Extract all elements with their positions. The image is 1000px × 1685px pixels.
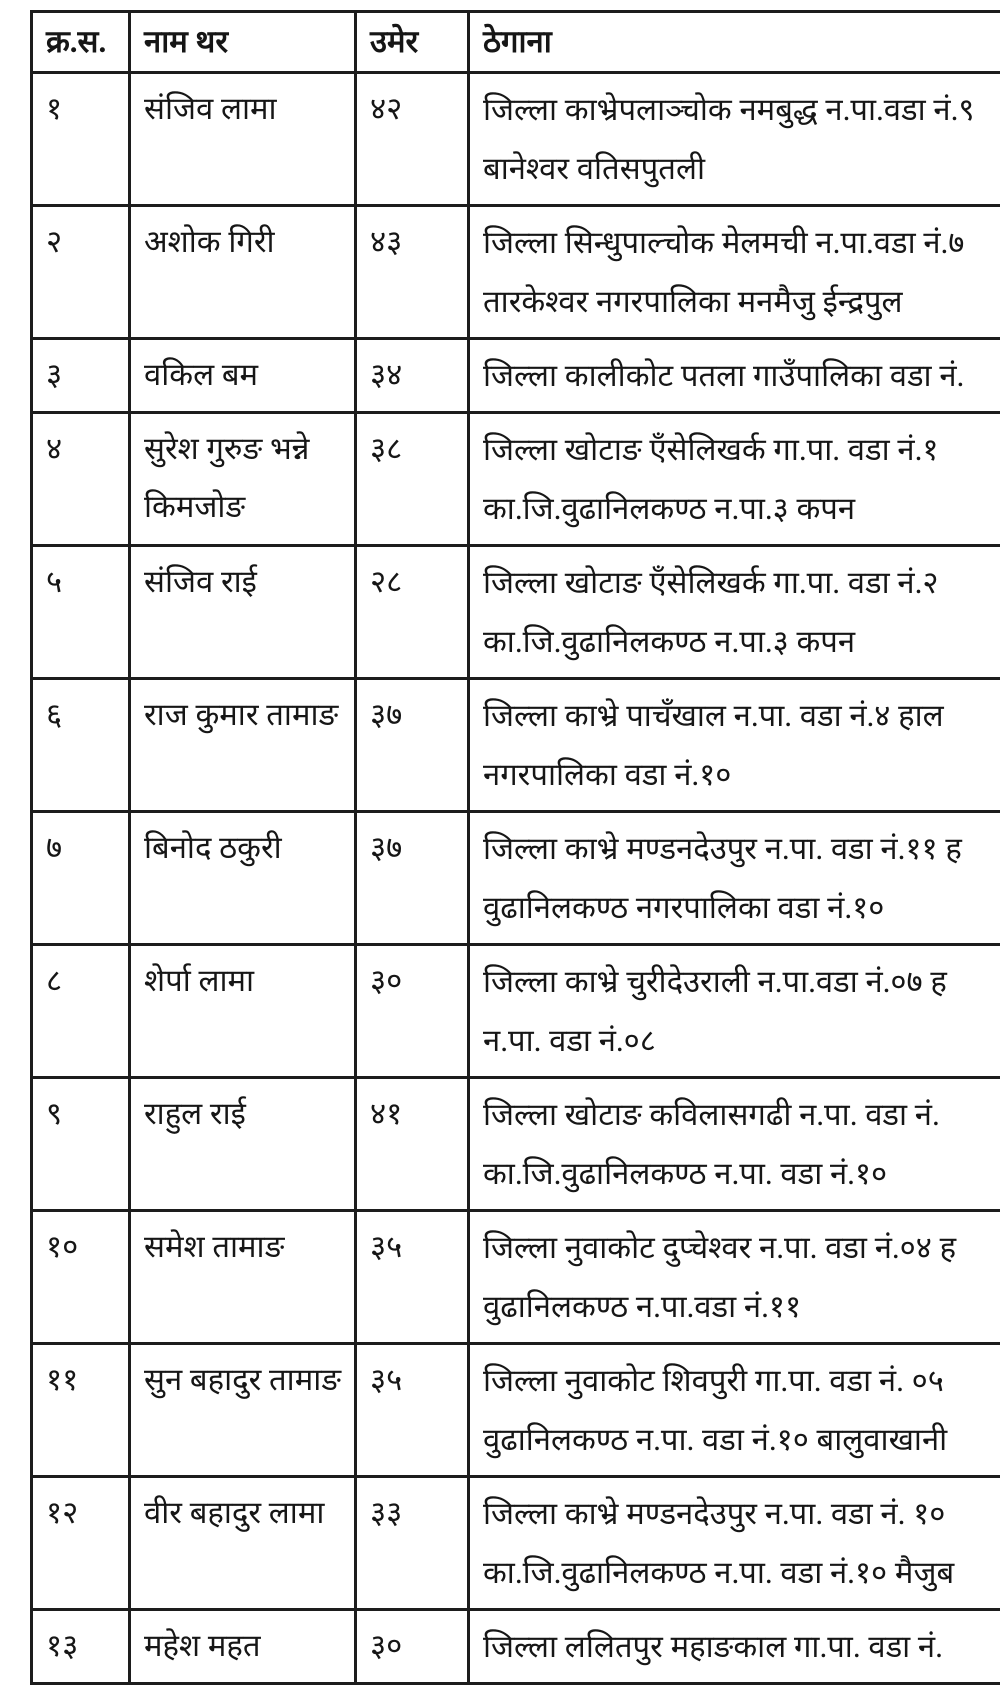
cell-age: ३८ (356, 413, 469, 546)
cell-address (469, 679, 1000, 812)
address-line: जिल्ला खोटाङ कविलासगढी न.पा. वडा नं. (483, 1085, 1000, 1144)
cell-age: ३० (356, 945, 469, 1078)
cell-serial: ४ (32, 413, 130, 546)
cell-address (469, 546, 1000, 679)
address-line: जिल्ला काभ्रे मण्डनदेउपुर न.पा. वडा नं. १० (483, 1484, 1000, 1543)
cell-serial: ११ (32, 1344, 130, 1477)
cell-age: ३३ (356, 1477, 469, 1610)
table-row (32, 206, 1000, 339)
cell-name: सुरेश गुरुङ भन्ने किमजोङ (130, 413, 356, 546)
cell-serial: १ (32, 73, 130, 206)
address-line: जिल्ला कालीकोट पतला गाउँपालिका वडा नं. (483, 346, 1000, 405)
address-line: न.पा. वडा नं.०८ (483, 1011, 1000, 1070)
cell-name: राज कुमार तामाङ (130, 679, 356, 812)
address-line: का.जि.वुढानिलकण्ठ न.पा. वडा नं.१० (483, 1144, 1000, 1203)
table-row (32, 812, 1000, 945)
cell-serial: ३ (32, 339, 130, 413)
cell-address (469, 206, 1000, 339)
cell-age: ३७ (356, 812, 469, 945)
cell-address (469, 413, 1000, 546)
table-header-row (32, 12, 1000, 73)
cell-age: ३० (356, 1610, 469, 1684)
cell-address (469, 812, 1000, 945)
header-age: उमेर (356, 12, 469, 73)
cell-serial: ८ (32, 945, 130, 1078)
cell-serial: ७ (32, 812, 130, 945)
cell-address (469, 945, 1000, 1078)
address-line: नगरपालिका वडा नं.१० (483, 745, 1000, 804)
address-line: जिल्ला नुवाकोट शिवपुरी गा.पा. वडा नं. ०५ (483, 1351, 1000, 1410)
address-line: जिल्ला काभ्रेपलाञ्चोक नमबुद्ध न.पा.वडा नं.९ (483, 80, 1000, 139)
cell-age: ४२ (356, 73, 469, 206)
cell-serial: ५ (32, 546, 130, 679)
address-line: जिल्ला सिन्धुपाल्चोक मेलमची न.पा.वडा नं.७ (483, 213, 1000, 272)
cell-name: राहुल राई (130, 1078, 356, 1211)
table-row (32, 413, 1000, 546)
table-row (32, 945, 1000, 1078)
table-row (32, 1477, 1000, 1610)
cell-age: ३४ (356, 339, 469, 413)
address-line: वुढानिलकण्ठ न.पा. वडा नं.१० बालुवाखानी (483, 1410, 1000, 1469)
address-line: का.जि.वुढानिलकण्ठ न.पा.३ कपन (483, 612, 1000, 671)
address-line: तारकेश्वर नगरपालिका मनमैजु ईन्द्रपुल (483, 272, 1000, 331)
cell-address (469, 1344, 1000, 1477)
table-row (32, 73, 1000, 206)
header-name: नाम थर (130, 12, 356, 73)
cell-age: ३७ (356, 679, 469, 812)
cell-address (469, 1211, 1000, 1344)
cell-name: वकिल बम (130, 339, 356, 413)
address-line: बानेश्वर वतिसपुतली (483, 139, 1000, 198)
cell-serial: १२ (32, 1477, 130, 1610)
cell-age: ३५ (356, 1344, 469, 1477)
cell-serial: १३ (32, 1610, 130, 1684)
table-row (32, 339, 1000, 413)
cell-address (469, 73, 1000, 206)
table-row (32, 1211, 1000, 1344)
cell-age: २८ (356, 546, 469, 679)
cell-name: वीर बहादुर लामा (130, 1477, 356, 1610)
cell-address (469, 1477, 1000, 1610)
header-serial: क्र.स. (32, 12, 130, 73)
table-row (32, 1078, 1000, 1211)
address-line: जिल्ला खोटाङ एँसेलिखर्क गा.पा. वडा नं.१ (483, 420, 1000, 479)
address-line: वुढानिलकण्ठ न.पा.वडा नं.११ (483, 1277, 1000, 1336)
address-line: का.जि.वुढानिलकण्ठ न.पा. वडा नं.१० मैजुब (483, 1543, 1000, 1602)
address-line: जिल्ला खोटाङ एँसेलिखर्क गा.पा. वडा नं.२ (483, 553, 1000, 612)
cell-age: ४१ (356, 1078, 469, 1211)
header-address: ठेगाना (469, 12, 1000, 73)
cell-name: बिनोद ठकुरी (130, 812, 356, 945)
cell-name: शेर्पा लामा (130, 945, 356, 1078)
cell-address (469, 1078, 1000, 1211)
cell-serial: १० (32, 1211, 130, 1344)
address-line: जिल्ला काभ्रे चुरीदेउराली न.पा.वडा नं.०७ ह (483, 952, 1000, 1011)
address-line: जिल्ला काभ्रे पाचँखाल न.पा. वडा नं.४ हाल (483, 686, 1000, 745)
address-line: वुढानिलकण्ठ नगरपालिका वडा नं.१० (483, 878, 1000, 937)
address-line: का.जि.वुढानिलकण्ठ न.पा.३ कपन (483, 479, 1000, 538)
table-row (32, 679, 1000, 812)
cell-name: सुन बहादुर तामाङ (130, 1344, 356, 1477)
table-row (32, 1344, 1000, 1477)
cell-address (469, 1610, 1000, 1684)
cell-name: अशोक गिरी (130, 206, 356, 339)
address-line: जिल्ला काभ्रे मण्डनदेउपुर न.पा. वडा नं.११ ह (483, 819, 1000, 878)
cell-age: ४३ (356, 206, 469, 339)
cell-address (469, 339, 1000, 413)
cell-name: महेश महत (130, 1610, 356, 1684)
cell-age: ३५ (356, 1211, 469, 1344)
cell-serial: ६ (32, 679, 130, 812)
address-line: जिल्ला नुवाकोट दुप्चेश्वर न.पा. वडा नं.०४ ह (483, 1218, 1000, 1277)
table-row (32, 1610, 1000, 1684)
cell-name: समेश तामाङ (130, 1211, 356, 1344)
cell-name: संजिव लामा (130, 73, 356, 206)
address-line: जिल्ला ललितपुर महाङकाल गा.पा. वडा नं. (483, 1617, 1000, 1676)
roster-table (30, 10, 1000, 1685)
cell-serial: ९ (32, 1078, 130, 1211)
cell-name: संजिव राई (130, 546, 356, 679)
cell-serial: २ (32, 206, 130, 339)
table-row (32, 546, 1000, 679)
